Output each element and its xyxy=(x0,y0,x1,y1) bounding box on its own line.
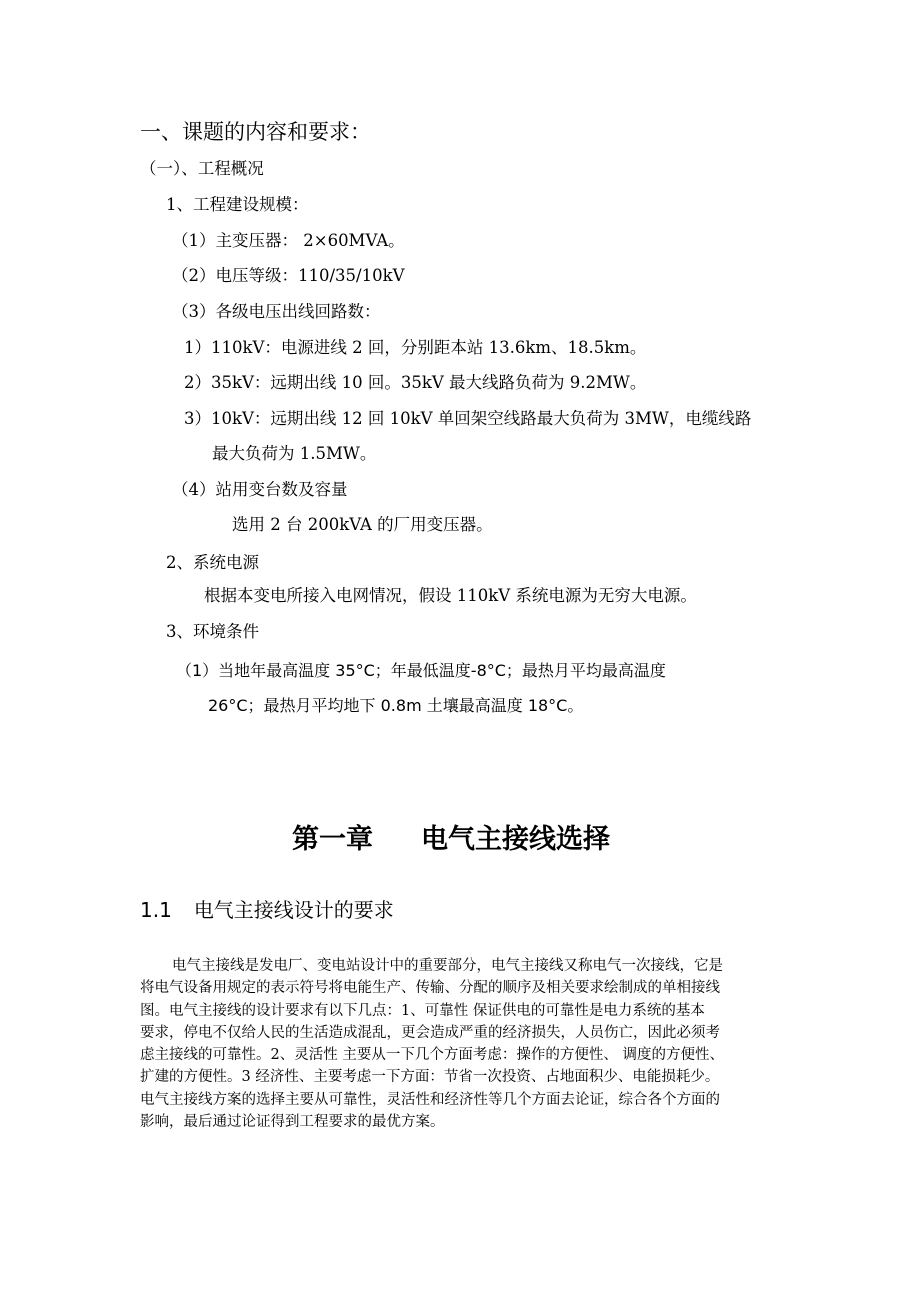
outgoing-lines-heading: （3）各级电压出线回路数： xyxy=(172,302,381,321)
main-transformer-line: （1）主变压器： 2×60MVA。 xyxy=(172,231,405,250)
body-line-1: 电气主接线是发电厂、变电站设计中的重要部分，电气主接线又称电气一次接线，它是 xyxy=(172,958,723,974)
section-heading xyxy=(140,896,394,924)
outgoing-110kv-line: 1）110kV：电源进线 2 回，分别距本站 13.6km、18.5km。 xyxy=(184,338,647,357)
body-line-4: 要求，停电不仅给人民的生活造成混乱，更会造成严重的经济损失，人员伤亡，因此必须考 xyxy=(140,1024,720,1041)
body-line-8: 影响，最后通过论证得到工程要求的最优方案。 xyxy=(140,1114,445,1131)
body-line-7: 电气主接线方案的选择主要从可靠性，灵活性和经济性等几个方面去论证，综合各个方面的 xyxy=(140,1091,720,1108)
section-number: 1.1 xyxy=(140,898,172,922)
outgoing-10kv-line: 3）10kV：远期出线 12 回 10kV 单回架空线路最大负荷为 3MW，电缆线路 xyxy=(184,409,752,428)
body-line-6: 扩建的方便性。3 经济性、主要考虑一下方面：节省一次投资、占地面积少、电能损耗少。 xyxy=(140,1069,720,1086)
chapter-title: 电气主接线选择 xyxy=(421,824,610,855)
environment-text-b: 26°C；最热月平均地下 0.8m 土壤最高温度 18°C。 xyxy=(208,696,584,715)
system-power-item: 2、系统电源 xyxy=(166,553,259,572)
chapter-heading xyxy=(292,823,610,857)
requirements-heading: 一、课题的内容和要求： xyxy=(140,120,371,144)
body-paragraph xyxy=(140,955,800,1133)
station-transformer-heading: （4）站用变台数及容量 xyxy=(172,480,348,499)
outgoing-10kv-line-cont: 最大负荷为 1.5MW。 xyxy=(212,444,377,463)
chapter-number: 第一章 xyxy=(292,824,373,855)
outgoing-35kv-line: 2）35kV：远期出线 10 回。35kV 最大线路负荷为 9.2MW。 xyxy=(184,373,647,392)
voltage-level-line: （2）电压等级：110/35/10kV xyxy=(172,266,405,285)
station-transformer-text: 选用 2 台 200kVA 的厂用变压器。 xyxy=(232,515,493,534)
construction-scale-item: 1、工程建设规模： xyxy=(166,195,309,214)
body-line-5: 虑主接线的可靠性。2、灵活性 主要从一下几个方面考虑：操作的方便性、 调度的方便性、 xyxy=(140,1047,724,1064)
body-line-3: 图。电气主接线的设计要求有以下几点：1、可靠性 保证供电的可靠性是电力系统的基本 xyxy=(140,1002,705,1019)
project-overview-heading: （一）、工程概况 xyxy=(140,159,264,178)
environment-text-a: （1）当地年最高温度 35°C；年最低温度-8°C；最热月平均最高温度 xyxy=(176,661,666,680)
section-title: 电气主接线设计的要求 xyxy=(193,898,394,922)
environment-item: 3、环境条件 xyxy=(166,622,259,641)
system-power-text: 根据本变电所接入电网情况，假设 110kV 系统电源为无穷大电源。 xyxy=(204,586,697,605)
body-line-2: 将电气设备用规定的表示符号将电能生产、传输、分配的顺序及相关要求绘制成的单相接线 xyxy=(140,980,720,997)
